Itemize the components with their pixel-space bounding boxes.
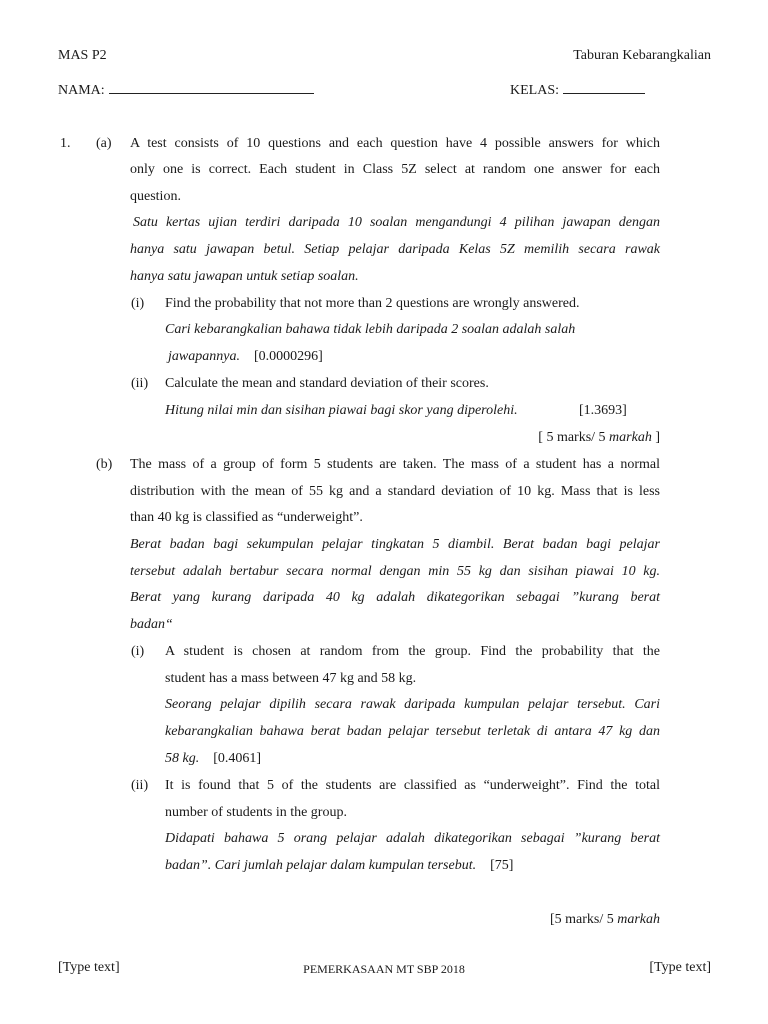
part-a-ii-answer: [1.3693] bbox=[579, 403, 627, 418]
nama-field bbox=[58, 81, 314, 99]
footer-center: PEMERKASAAN MT SBP 2018 bbox=[303, 962, 465, 976]
part-b-ms-line: Berat yang kurang daripada 40 kg adalah dikategorikan sebagai ”kurang berat bbox=[130, 590, 660, 605]
part-b-en-line: than 40 kg is classified as “underweight”. bbox=[130, 510, 363, 525]
header-left: MAS P2 bbox=[58, 48, 107, 63]
part-a-en-line: A test consists of 10 questions and each question have 4 possible answers for which bbox=[130, 136, 660, 151]
marks-close: ] bbox=[651, 430, 660, 445]
part-b-ii-en-line: It is found that 5 of the students are classified as “underweight”. Find the total bbox=[165, 778, 660, 793]
part-b-marks bbox=[550, 912, 660, 928]
part-b-ms-line: badan“ bbox=[130, 617, 173, 632]
part-b-en-line: distribution with the mean of 55 kg and a standard deviation of 10 kg. Mass that is less bbox=[130, 484, 660, 499]
part-b-ii-en-line: number of students in the group. bbox=[165, 805, 347, 820]
part-b-ii-label: (ii) bbox=[131, 778, 149, 793]
part-a-ms-line: hanya satu jawapan untuk setiap soalan. bbox=[130, 269, 359, 284]
question-number: 1. bbox=[60, 136, 71, 151]
kelas-label: KELAS: bbox=[510, 83, 559, 98]
part-b-ms-line: Berat badan bagi sekumpulan pelajar tingkatan 5 diambil. Berat badan bagi pelajar bbox=[130, 537, 660, 552]
part-b-i-ms-line: kebarangkalian bahawa berat badan pelajar tersebut terletak di antara 47 kg dan bbox=[165, 724, 660, 739]
part-a-i-ms-cont bbox=[168, 349, 323, 365]
part-b-ii-ms-cont bbox=[165, 858, 513, 874]
part-b-ms-line: tersebut adalah bertabur secara normal dengan min 55 kg dan sisihan piawai 10 kg. bbox=[130, 564, 660, 579]
part-a-en-line: question. bbox=[130, 189, 181, 204]
part-b-i-en-line: A student is chosen at random from the group. Find the probability that the bbox=[165, 644, 660, 659]
nama-blank bbox=[109, 81, 314, 94]
part-b-ii-ms-line: badan”. Cari jumlah pelajar dalam kumpulan tersebut. bbox=[165, 858, 477, 873]
header-right: Taburan Kebarangkalian bbox=[573, 48, 711, 63]
marks-ms: markah bbox=[617, 912, 660, 927]
part-a-i-en: Find the probability that not more than 2 questions are wrongly answered. bbox=[165, 296, 580, 311]
footer-left: [Type text] bbox=[58, 960, 120, 975]
part-b-i-ms-cont bbox=[165, 751, 261, 767]
part-a-ms-line: Satu kertas ujian terdiri daripada 10 soalan mengandungi 4 pilihan jawapan dengan bbox=[133, 215, 660, 230]
part-a-i-label: (i) bbox=[131, 296, 145, 311]
footer-right: [Type text] bbox=[649, 960, 711, 975]
kelas-blank bbox=[563, 81, 645, 94]
part-a-i-ms-word: jawapannya. bbox=[168, 349, 240, 364]
part-b-i-ms-word: 58 kg. bbox=[165, 751, 200, 766]
marks-en: [5 marks/ 5 bbox=[549, 912, 618, 927]
part-a-ii-en: Calculate the mean and standard deviation of their scores. bbox=[165, 376, 489, 391]
part-b-ii-answer: [75] bbox=[490, 858, 514, 873]
part-b-i-en-line: student has a mass between 47 kg and 58 kg. bbox=[165, 671, 417, 686]
part-b-label: (b) bbox=[96, 457, 113, 472]
part-b-i-ms-line: Seorang pelajar dipilih secara rawak daripada kumpulan pelajar tersebut. Cari bbox=[165, 697, 660, 712]
part-a-en-line: only one is correct. Each student in Class 5Z select at random one answer for each bbox=[130, 162, 660, 177]
marks-ms: markah bbox=[609, 430, 652, 445]
part-b-i-label: (i) bbox=[131, 644, 145, 659]
marks-en: [ 5 marks/ 5 bbox=[538, 430, 610, 445]
kelas-field bbox=[510, 81, 645, 99]
part-a-marks bbox=[538, 430, 660, 446]
part-a-ii-ms: Hitung nilai min dan sisihan piawai bagi skor yang diperolehi. bbox=[165, 403, 518, 418]
part-a-i-answer: [0.0000296] bbox=[253, 349, 323, 364]
part-b-i-answer: [0.4061] bbox=[213, 751, 262, 766]
part-b-en-line: The mass of a group of form 5 students are taken. The mass of a student has a normal bbox=[130, 457, 660, 472]
part-b-ii-ms-line: Didapati bahawa 5 orang pelajar adalah dikategorikan sebagai ”kurang berat bbox=[165, 831, 660, 846]
part-a-i-ms: Cari kebarangkalian bahawa tidak lebih daripada 2 soalan adalah salah bbox=[165, 322, 576, 337]
part-a-label: (a) bbox=[96, 136, 112, 151]
part-a-ms-line: hanya satu jawapan betul. Setiap pelajar daripada Kelas 5Z memilih secara rawak bbox=[130, 242, 660, 257]
nama-label: NAMA: bbox=[58, 83, 105, 98]
part-a-ii-label: (ii) bbox=[131, 376, 149, 391]
